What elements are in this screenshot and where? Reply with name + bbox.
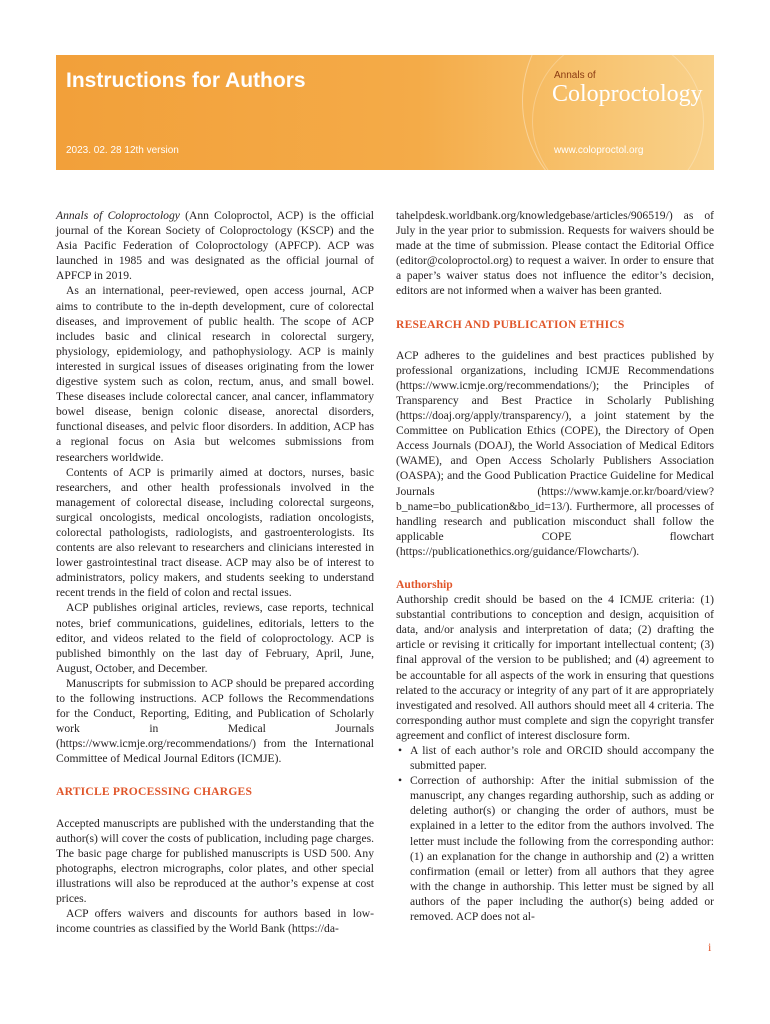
list-item: • Correction of authorship: After the initial submission of the manuscript, any changes regarding authorship, such as adding or deleting author(s) or changing the order of authors, must be explained in a letter to the editor from the authors involved. The letter must include the following from the corresponding author: (1) an explanation for the change in authorship and (2) a written confirmation (email or letter) from all authors that they agree with the change in authorship. This letter must be signed by all authors of the paper including the author(s) being added or removed. ACP does not al- — [396, 773, 714, 924]
apc-paragraph: Accepted manuscripts are published with the understanding that the author(s) will cover the costs of publication, including page charges. The basic page charge for published manuscripts is USD 500. Any photographs, electron micrographs, color plates, and other special illustrations will also be reproduced at the author’s expense at cost prices. — [56, 816, 374, 906]
waiver-continued-paragraph: tahelpdesk.worldbank.org/knowledgebase/articles/906519/) as of July in the year prior to submission. Requests for waivers should be made at the time of submission. Please contact the Editorial Office (editor@coloproctol.org) to request a waiver. In order to ensure that a paper’s waiver status does not influence the editor’s decision, editors are not informed when a waiver has been granted. — [396, 209, 714, 298]
journal-logo-name: Coloproctology — [552, 81, 703, 107]
intro-paragraph — [56, 208, 374, 283]
article-types-paragraph: ACP publishes original articles, reviews, case reports, technical notes, brief communications, guidelines, editorials, letters to the editor, and videos related to the field of coloproctology. ACP is published bimonthly on the last day of February, April, June, August, October, and December. — [56, 601, 374, 675]
scope-paragraph: As an international, peer-reviewed, open access journal, ACP aims to contribute to the in-depth development, cure of colorectal diseases, and improvement of public health. The scope of ACP includes basic and clinical research in colorectal surgery, physiology, epidemiology, and pathophysiology. ACP is mainly interested in surgical issues of diseases originating from the lower digestive system such as colon, rectum, anus, and small bowel. These diseases include colorectal cancer, anal cancer, inflammatory bowel disease, benign colonic disease, anorectal disorders, functional diseases, and pelvic floor disorders. In addition, ACP has a regional focus on Asia but welcomes submissions from researchers worldwide. — [56, 284, 374, 464]
section-heading-ethics: RESEARCH AND PUBLICATION ETHICS — [396, 317, 625, 331]
list-item: • A list of each author’s role and ORCID should accompany the submitted paper. — [396, 743, 714, 773]
version-label: 2023. 02. 28 12th version — [66, 145, 179, 156]
header-banner — [56, 55, 714, 170]
waiver-paragraph: ACP offers waivers and discounts for authors based in low-income countries as classified by the World Bank (https://da- — [56, 907, 374, 936]
section-heading-apc: ARTICLE PROCESSING CHARGES — [56, 785, 253, 799]
authorship-paragraph: Authorship credit should be based on the 4 ICMJE criteria: (1) substantial contributions to conception and design, acquisition of data, and/or analysis and interpretation of data; (2) drafting the article or revising it critically for important intellectual content; (3) final approval of the version to be published; and (4) agreement to be accountable for all aspects of the work in ensuring that questions related to the accuracy or integrity of any part of it are appropriately investigated and resolved. All authors should meet all 4 criteria. The corresponding author must complete and sign the copyright transfer agreement and conflict of interest disclosure form. — [396, 593, 714, 742]
audience-paragraph: Contents of ACP is primarily aimed at doctors, nurses, basic researchers, and other health professionals involved in the management of colorectal disease, including colorectal surgeons, surgical oncologists, medical oncologists, radiation oncologists, colorectal pathologists, radiologists, and gastroenterologists. Its contents are also relevant to researchers and clinicians interested in lower gastrointestinal tract disease. ACP may also be of interest to administrators, policy makers, and students seeking to understand recent trends in the field of colon and rectal issues. — [56, 465, 374, 600]
manuscript-prep-paragraph: Manuscripts for submission to ACP should be prepared according to the following instructions. ACP follows the Recommendations for the Conduct, Reporting, Editing, and Publication of Scholarly work in Medical Journals (https://www.icmje.org/recommendations/) from the International Committee of Medical Journal Editors (ICMJE). — [56, 676, 374, 766]
journal-logo-annals-of: Annals of — [554, 70, 596, 81]
left-column — [56, 208, 374, 936]
right-column — [396, 208, 714, 924]
journal-name-italic: Annals of Coloproctology — [56, 209, 180, 222]
ethics-paragraph: ACP adheres to the guidelines and best practices published by professional organizations, including ICMJE Recommendations (https://www.icmje.org/recommendations/); the Principles of Transparency and Best Practice in Scholarly Publishing (https://doaj.org/apply/transparency/), a joint statement by the Committee on Publication Ethics (COPE), the Directory of Open Access Journals (DOAJ), the World Association of Medical Editors (WAME), and Open Access Scholarly Publishers Association (OASPA); and the Good Publication Practice Guideline for Medical Journals (https://www.kamje.or.kr/board/view?b_name=bo_publication&bo_id=13/). Furthermore, all processes of handling research and publication misconduct shall follow the applicable COPE flowchart (https://publicationethics.org/guidance/Flowcharts/). — [396, 348, 714, 558]
page-number: i — [708, 940, 712, 954]
subsection-heading-authorship: Authorship — [396, 577, 453, 591]
journal-url-link[interactable]: www.coloproctol.org — [554, 145, 644, 156]
intro-text: (Ann Coloproctol, ACP) is the official journal of the Korean Society of Coloproctology (KSCP) and the Asia Pacific Federation of Coloproctology (APFCP). ACP was launched in 1985 and was designated as the official journal of APFCP in 2019. — [56, 209, 374, 283]
page-title: Instructions for Authors — [66, 69, 306, 92]
authorship-list — [396, 743, 714, 924]
